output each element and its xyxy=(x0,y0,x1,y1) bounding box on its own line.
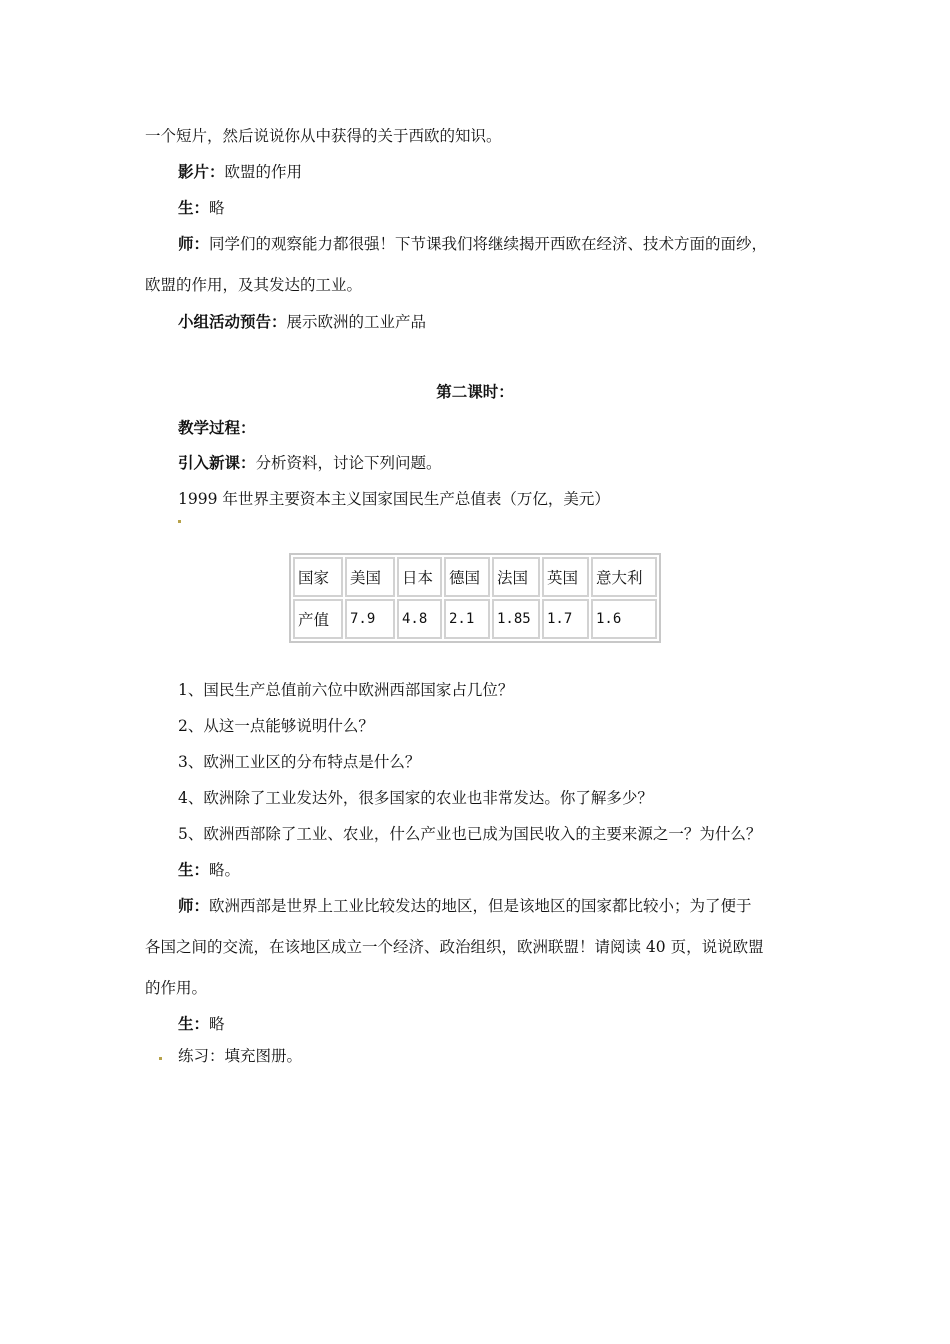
table-cell: 美国 xyxy=(345,557,395,597)
intro-line: 一个短片，然后说说你从中获得的关于西欧的知识。 xyxy=(145,127,502,145)
table-cell: 意大利 xyxy=(591,557,657,597)
student-text: 略 xyxy=(209,199,225,217)
teacher-text: 同学们的观察能力都很强！下节课我们将继续揭开西欧在经济、技术方面的面纱， xyxy=(209,235,768,253)
table-row xyxy=(293,599,657,639)
anchor-mark xyxy=(178,520,181,523)
teacher-paragraph-2-cont: 的作用。 xyxy=(145,979,208,997)
table-cell: 法国 xyxy=(492,557,540,597)
student-answer-1 xyxy=(178,860,240,880)
lesson-heading: 第二课时： xyxy=(436,383,514,401)
student-text: 略。 xyxy=(209,861,241,879)
teacher-label: 师： xyxy=(178,897,210,915)
question-item: 3、欧洲工业区的分布特点是什么？ xyxy=(178,753,421,771)
table-cell: 2.1 xyxy=(444,599,490,639)
anchor-mark xyxy=(159,1057,162,1060)
film-label: 影片： xyxy=(178,163,225,181)
teacher-paragraph-2-cont: 各国之间的交流，在该地区成立一个经济、政治组织，欧洲联盟！请阅读 40 页，说说欧盟 xyxy=(145,938,764,956)
student-paragraph xyxy=(178,198,225,218)
teacher-paragraph xyxy=(178,234,767,254)
group-activity-paragraph xyxy=(178,312,426,332)
exercise-line: 练习：填充图册。 xyxy=(178,1047,303,1065)
question-item: 1、国民生产总值前六位中欧洲西部国家占几位？ xyxy=(178,681,514,699)
student-text: 略 xyxy=(209,1015,225,1033)
group-activity-text: 展示欧洲的工业产品 xyxy=(286,313,427,331)
student-answer-2 xyxy=(178,1014,225,1034)
table-cell: 日本 xyxy=(397,557,442,597)
table-cell: 1.85 xyxy=(492,599,540,639)
teacher-text: 欧洲西部是世界上工业比较发达的地区，但是该地区的国家都比较小；为了便于 xyxy=(209,897,752,915)
table-caption: 1999 年世界主要资本主义国家国民生产总值表（万亿，美元） xyxy=(178,490,610,508)
new-lesson-label: 引入新课： xyxy=(178,454,256,472)
student-label: 生： xyxy=(178,1015,210,1033)
film-text: 欧盟的作用 xyxy=(224,163,303,181)
gdp-table xyxy=(289,553,661,643)
table-cell: 德国 xyxy=(444,557,490,597)
teacher-paragraph-cont: 欧盟的作用，及其发达的工业。 xyxy=(145,276,363,294)
teacher-label: 师： xyxy=(178,235,210,253)
table-cell: 4.8 xyxy=(397,599,442,639)
table-row xyxy=(293,557,657,597)
new-lesson-text: 分析资料，讨论下列问题。 xyxy=(255,454,442,472)
new-lesson-paragraph xyxy=(178,453,442,473)
table-cell: 1.7 xyxy=(542,599,589,639)
table-cell: 产值 xyxy=(293,599,343,639)
table-cell: 国家 xyxy=(293,557,343,597)
student-label: 生： xyxy=(178,199,210,217)
teacher-paragraph-2 xyxy=(178,896,752,916)
film-paragraph xyxy=(178,162,302,182)
question-item: 4、欧洲除了工业发达外，很多国家的农业也非常发达。你了解多少？ xyxy=(178,789,653,807)
student-label: 生： xyxy=(178,861,210,879)
question-item: 5、欧洲西部除了工业、农业，什么产业也已成为国民收入的主要来源之一？为什么？ xyxy=(178,825,762,843)
question-item: 2、从这一点能够说明什么？ xyxy=(178,717,374,735)
table-cell: 英国 xyxy=(542,557,589,597)
process-label: 教学过程： xyxy=(178,419,256,437)
group-activity-label: 小组活动预告： xyxy=(178,313,287,331)
table-cell: 7.9 xyxy=(345,599,395,639)
table-cell: 1.6 xyxy=(591,599,657,639)
